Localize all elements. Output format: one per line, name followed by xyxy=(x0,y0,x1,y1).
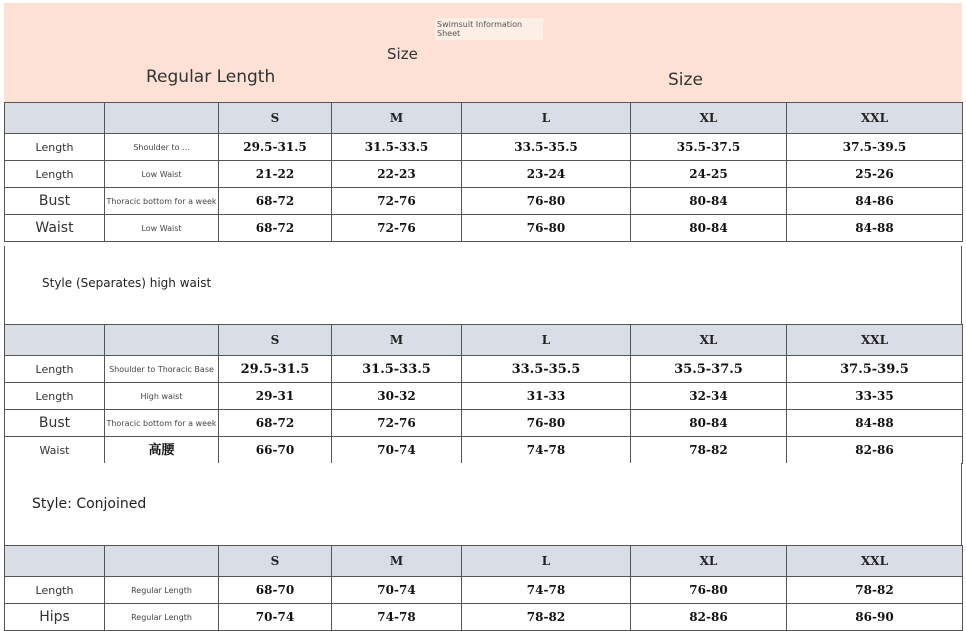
value-cell: 74-78 xyxy=(462,577,631,604)
value-cell: 78-82 xyxy=(787,577,963,604)
value-cell: 66-70 xyxy=(219,437,332,464)
value-cell: 33-35 xyxy=(787,383,963,410)
value-cell: 72-76 xyxy=(332,215,462,242)
measure-desc: Regular Length xyxy=(105,604,219,631)
value-cell: 84-86 xyxy=(787,188,963,215)
measure-label: Bust xyxy=(5,410,105,437)
value-cell: 29-31 xyxy=(219,383,332,410)
value-cell: 82-86 xyxy=(631,604,787,631)
value-cell: 78-82 xyxy=(631,437,787,464)
value-cell: 33.5-35.5 xyxy=(462,134,631,161)
size-header-row xyxy=(5,546,963,577)
size-table-regular xyxy=(4,102,963,242)
measure-desc: High waist xyxy=(105,383,219,410)
measure-label: Length xyxy=(5,356,105,383)
header-blank xyxy=(105,103,219,134)
table-row xyxy=(5,383,963,410)
value-cell: 31.5-33.5 xyxy=(332,134,462,161)
value-cell: 74-78 xyxy=(462,437,631,464)
table-row xyxy=(5,188,963,215)
value-cell: 29.5-31.5 xyxy=(219,134,332,161)
sheet-header xyxy=(4,3,962,102)
header-blank xyxy=(5,325,105,356)
value-cell: 31.5-33.5 xyxy=(332,356,462,383)
table-row xyxy=(5,134,963,161)
section-conjoined xyxy=(4,463,962,545)
value-cell: 70-74 xyxy=(219,604,332,631)
table-row xyxy=(5,437,963,464)
size-label-top: Size xyxy=(387,45,418,63)
size-xxl: XXL xyxy=(787,325,963,356)
measure-label: Waist xyxy=(5,437,105,464)
value-cell: 76-80 xyxy=(462,188,631,215)
size-l: L xyxy=(462,103,631,134)
header-blank xyxy=(105,546,219,577)
measure-label: Waist xyxy=(5,215,105,242)
header-blank xyxy=(105,325,219,356)
value-cell: 72-76 xyxy=(332,410,462,437)
measure-label: Length xyxy=(5,383,105,410)
table-row xyxy=(5,161,963,188)
measure-label: Length xyxy=(5,577,105,604)
header-blank xyxy=(5,103,105,134)
size-m: M xyxy=(332,103,462,134)
value-cell: 22-23 xyxy=(332,161,462,188)
value-cell: 80-84 xyxy=(631,410,787,437)
measure-label: Bust xyxy=(5,188,105,215)
size-m: M xyxy=(332,546,462,577)
size-l: L xyxy=(462,325,631,356)
table-row xyxy=(5,215,963,242)
value-cell: 80-84 xyxy=(631,188,787,215)
table-row xyxy=(5,356,963,383)
value-cell: 37.5-39.5 xyxy=(787,134,963,161)
value-cell: 35.5-37.5 xyxy=(631,356,787,383)
value-cell: 68-70 xyxy=(219,577,332,604)
value-cell: 23-24 xyxy=(462,161,631,188)
value-cell: 33.5-35.5 xyxy=(462,356,631,383)
value-cell: 32-34 xyxy=(631,383,787,410)
table-row xyxy=(5,604,963,631)
size-header-row xyxy=(5,325,963,356)
value-cell: 78-82 xyxy=(462,604,631,631)
measure-desc: Shoulder to Thoracic Base xyxy=(105,356,219,383)
value-cell: 76-80 xyxy=(631,577,787,604)
section-separates xyxy=(4,246,962,324)
value-cell: 68-72 xyxy=(219,410,332,437)
value-cell: 76-80 xyxy=(462,410,631,437)
table-row xyxy=(5,577,963,604)
size-s: S xyxy=(219,546,332,577)
size-table-high-waist xyxy=(4,324,963,464)
size-m: M xyxy=(332,325,462,356)
size-xxl: XXL xyxy=(787,103,963,134)
value-cell: 21-22 xyxy=(219,161,332,188)
value-cell: 76-80 xyxy=(462,215,631,242)
section-title-conjoined: Style: Conjoined xyxy=(32,496,147,512)
value-cell: 72-76 xyxy=(332,188,462,215)
value-cell: 70-74 xyxy=(332,577,462,604)
measure-label: Hips xyxy=(5,604,105,631)
value-cell: 29.5-31.5 xyxy=(219,356,332,383)
value-cell: 25-26 xyxy=(787,161,963,188)
table-row xyxy=(5,410,963,437)
header-blank xyxy=(5,546,105,577)
size-s: S xyxy=(219,103,332,134)
measure-desc: Low Waist xyxy=(105,161,219,188)
value-cell: 35.5-37.5 xyxy=(631,134,787,161)
size-s: S xyxy=(219,325,332,356)
value-cell: 31-33 xyxy=(462,383,631,410)
value-cell: 86-90 xyxy=(787,604,963,631)
sheet-note: Swimsuit Information Sheet xyxy=(435,18,543,40)
measure-desc: Regular Length xyxy=(105,577,219,604)
measure-label: Length xyxy=(5,161,105,188)
value-cell: 84-88 xyxy=(787,215,963,242)
value-cell: 68-72 xyxy=(219,188,332,215)
size-header-row xyxy=(5,103,963,134)
size-xxl: XXL xyxy=(787,546,963,577)
value-cell: 80-84 xyxy=(631,215,787,242)
size-xl: XL xyxy=(631,325,787,356)
size-l: L xyxy=(462,546,631,577)
size-table-conjoined xyxy=(4,545,963,631)
value-cell: 37.5-39.5 xyxy=(787,356,963,383)
measure-desc: Thoracic bottom for a week xyxy=(105,410,219,437)
measure-desc: 高腰 xyxy=(105,437,219,464)
value-cell: 30-32 xyxy=(332,383,462,410)
value-cell: 68-72 xyxy=(219,215,332,242)
value-cell: 82-86 xyxy=(787,437,963,464)
value-cell: 70-74 xyxy=(332,437,462,464)
size-xl: XL xyxy=(631,546,787,577)
size-xl: XL xyxy=(631,103,787,134)
value-cell: 24-25 xyxy=(631,161,787,188)
measure-label: Length xyxy=(5,134,105,161)
regular-length-label: Regular Length xyxy=(146,67,276,87)
value-cell: 74-78 xyxy=(332,604,462,631)
measure-desc: Thoracic bottom for a week xyxy=(105,188,219,215)
section-title-separates: Style (Separates) high waist xyxy=(42,276,212,290)
measure-desc: Low Waist xyxy=(105,215,219,242)
measure-desc: Shoulder to ... xyxy=(105,134,219,161)
size-label-right: Size xyxy=(668,70,703,90)
value-cell: 84-88 xyxy=(787,410,963,437)
